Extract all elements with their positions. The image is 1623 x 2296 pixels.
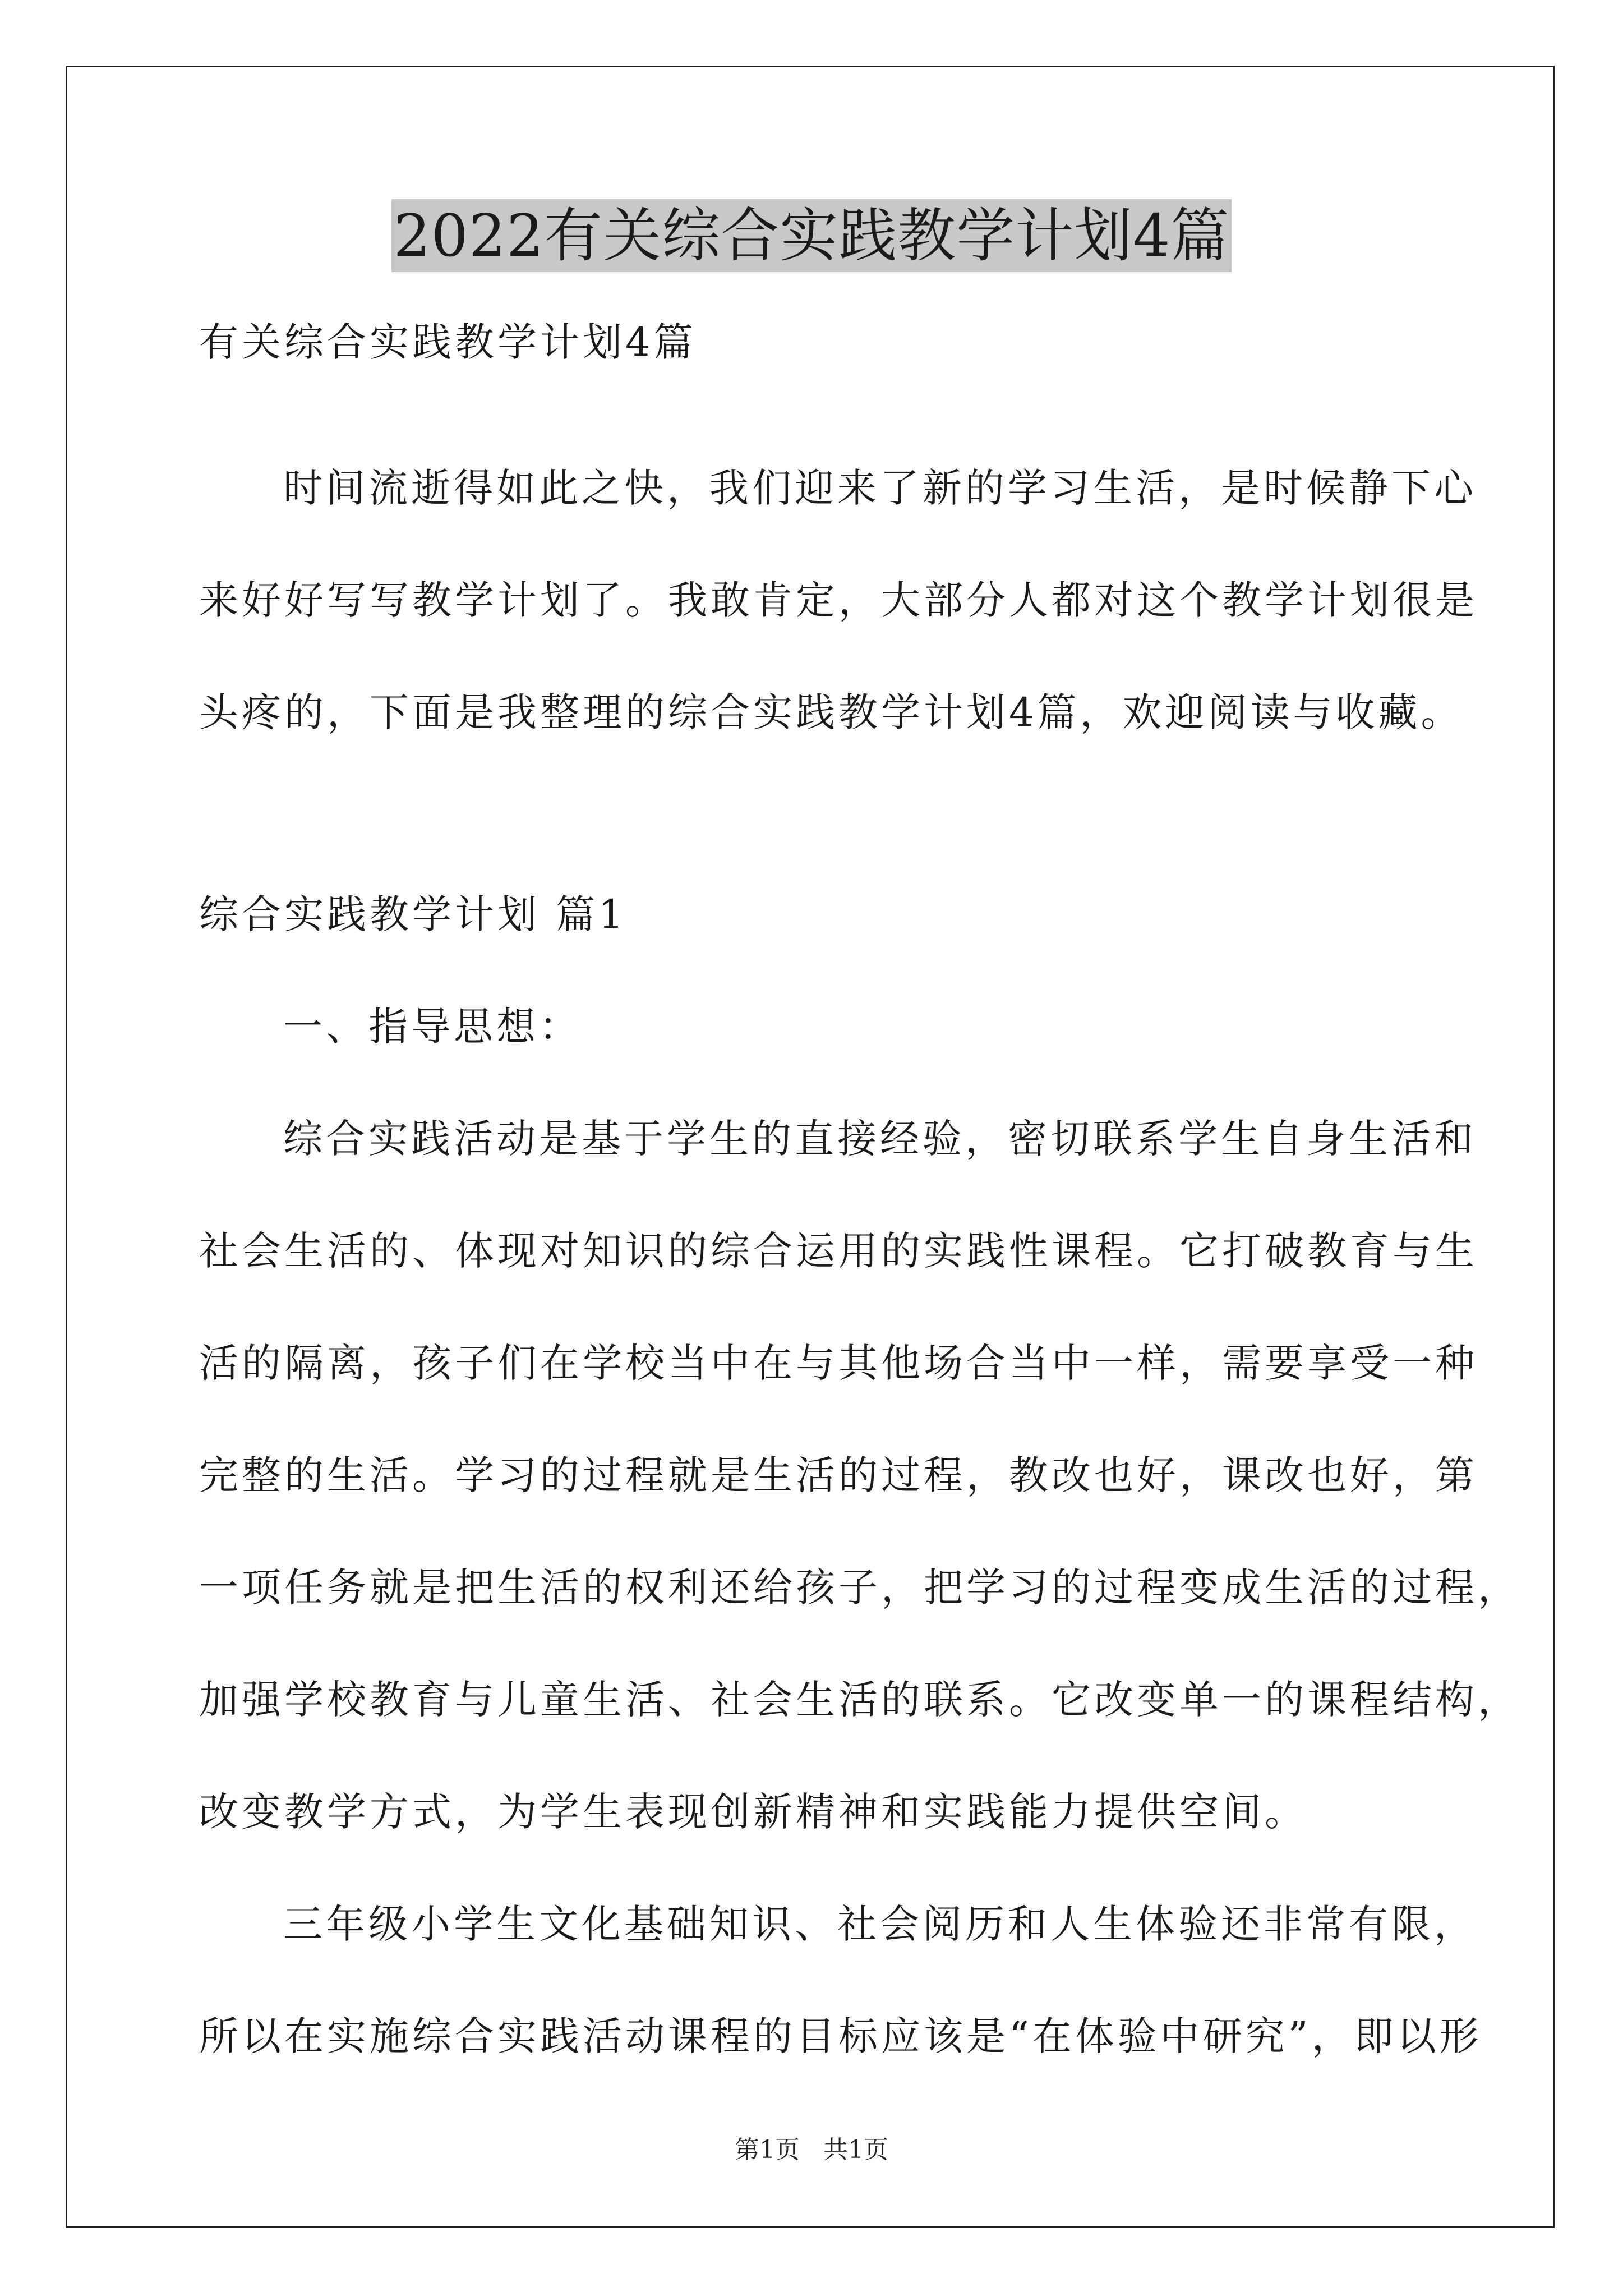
- paragraph-line: 活的隔离，孩子们在学校当中在与其他场合当中一样，需要享受一种: [199, 1340, 1478, 1386]
- paragraph-line: 头疼的，下面是我整理的综合实践教学计划4篇，欢迎阅读与收藏。: [199, 689, 1464, 735]
- paragraph-line: 加强学校教育与儿童生活、社会生活的联系。它改变单一的课程结构，: [199, 1677, 1520, 1723]
- paragraph-line: 时间流逝得如此之快，我们迎来了新的学习生活，是时候静下心: [283, 465, 1477, 511]
- page-footer: [0, 2136, 1623, 2164]
- page-number: 第1页: [735, 2136, 800, 2164]
- title-container: [0, 199, 1623, 272]
- paragraph-line: 三年级小学生文化基础知识、社会阅历和人生体验还非常有限，: [283, 1901, 1477, 1947]
- subtitle-line: 有关综合实践教学计划4篇: [199, 319, 697, 365]
- page-total: 共1页: [823, 2136, 888, 2164]
- paragraph-line: 完整的生活。学习的过程就是生活的过程，教改也好，课改也好，第: [199, 1452, 1478, 1498]
- paragraph-line: 来好好写写教学计划了。我敢肯定，大部分人都对这个教学计划很是: [199, 577, 1478, 623]
- paragraph-line: 改变教学方式，为学生表现创新精神和实践能力提供空间。: [199, 1789, 1307, 1835]
- paragraph-line: 综合实践活动是基于学生的直接经验，密切联系学生自身生活和: [283, 1116, 1477, 1162]
- paragraph-line: 社会生活的、体现对知识的综合运用的实践性课程。它打破教育与生: [199, 1228, 1478, 1274]
- paragraph-line: 所以在实施综合实践活动课程的目标应该是“在体验中研究”，即以形: [199, 2013, 1482, 2059]
- paragraph-line: 一项任务就是把生活的权利还给孩子，把学习的过程变成生活的过程，: [199, 1565, 1520, 1611]
- document-title: 2022有关综合实践教学计划4篇: [391, 199, 1232, 272]
- section-heading: 综合实践教学计划 篇1: [199, 891, 627, 937]
- subsection-heading: 一、指导思想：: [283, 1004, 582, 1050]
